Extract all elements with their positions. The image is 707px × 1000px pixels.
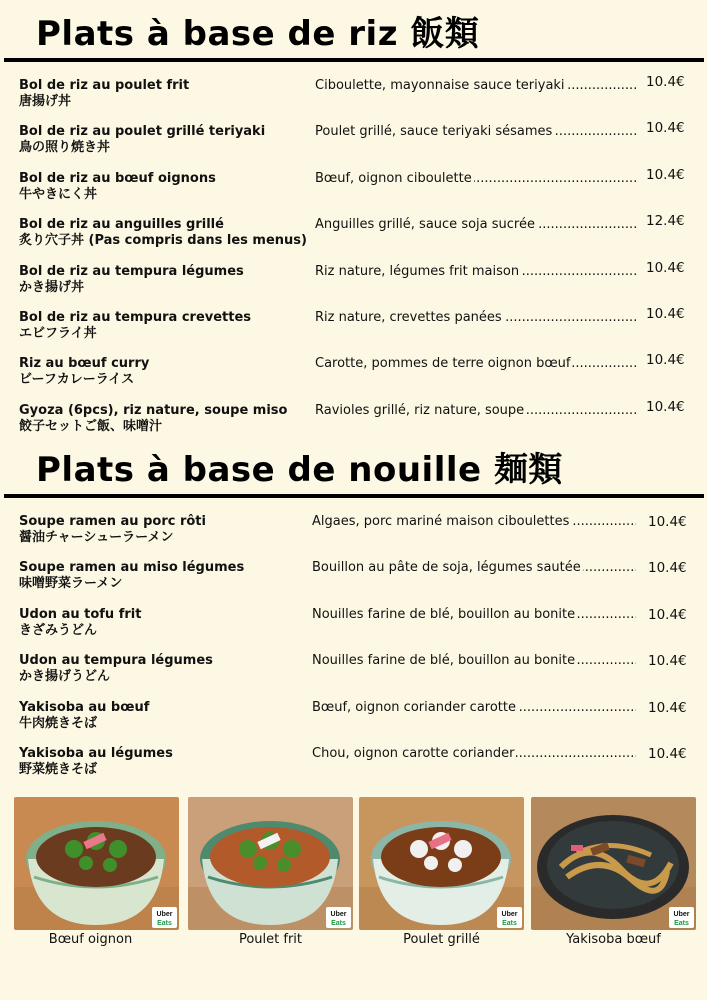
dish-name: [19, 78, 319, 110]
badge-text-uber: Uber: [156, 911, 173, 918]
dish-price: 10.4€: [646, 74, 685, 90]
dish-photo: [14, 797, 179, 930]
dish-description-text: Bouillon au pâte de soja, légumes sautée: [312, 560, 581, 576]
dish-name: [19, 403, 319, 435]
dish-name-fr: Bol de riz au bœuf oignons: [19, 170, 216, 186]
dish-name: [19, 356, 319, 388]
noodle-section-title: Plats à base de nouille 麺類: [36, 450, 563, 490]
dish-name: [19, 700, 319, 732]
dish-name: [19, 514, 319, 546]
dish-description-text: Chou, oignon carotte coriander: [312, 746, 515, 761]
dish-price: 10.4€: [646, 306, 685, 322]
dish-description-text: Algaes, porc mariné maison ciboulettes: [312, 514, 570, 529]
dish-description: [312, 560, 636, 576]
menu-item: [0, 306, 707, 356]
dish-name-fr: Bol de riz au poulet frit: [19, 78, 190, 93]
dish-name-jp: 醤油チャーシューラーメン: [19, 530, 174, 545]
dish-description-text: Anguilles grillé, sauce soja sucrée: [315, 217, 535, 233]
dish-name: [19, 124, 319, 156]
dish-price: 12.4€: [646, 213, 685, 230]
menu-item: [0, 352, 707, 402]
dish-name-jp: 炙り穴子丼 (Pas compris dans les menus): [19, 233, 307, 249]
dish-description-text: Bœuf, oignon ciboulette: [315, 170, 472, 186]
dish-price: 10.4€: [648, 653, 687, 670]
dish-photo-illustration: [188, 797, 353, 930]
dish-price: 10.4€: [646, 259, 685, 276]
dish-description: [312, 653, 636, 669]
photo-caption: Bœuf oignon: [48, 932, 133, 947]
dish-name-jp: 味噌野菜ラーメン: [19, 576, 123, 592]
dish-name-fr: Udon au tempura légumes: [19, 653, 213, 669]
dish-name-jp: 餃子セットご飯、味噌汁: [19, 418, 163, 434]
dish-description-text: Poulet grillé, sauce teriyaki sésames: [315, 124, 553, 140]
dish-photo: [359, 797, 524, 930]
menu-item: [0, 653, 707, 699]
uber-eats-badge: [152, 907, 177, 928]
dish-name-jp: かき揚げうどん: [19, 669, 111, 685]
dish-name-fr: Bol de riz au anguilles grillé: [19, 217, 224, 233]
dish-description: [315, 356, 638, 372]
dish-description: [312, 746, 636, 762]
dish-name: [19, 310, 319, 342]
menu-item: [0, 560, 707, 606]
dish-name: [19, 746, 319, 778]
dish-name: [19, 264, 319, 296]
dish-name-jp: かき揚げ丼: [19, 279, 85, 295]
menu-item: [0, 213, 707, 263]
dish-price: 10.4€: [646, 166, 685, 183]
dish-name: [19, 560, 319, 592]
menu-item: [0, 398, 707, 449]
dish-description-text: Carotte, pommes de terre oignon bœuf: [315, 356, 571, 372]
dish-description: [312, 514, 636, 530]
badge-text-eats: Eats: [674, 920, 689, 927]
dish-name-jp: 野菜焼きそば: [19, 762, 98, 777]
dish-price: 10.4€: [646, 120, 685, 137]
dish-description: [315, 264, 638, 280]
dish-description-text: Riz nature, légumes frit maison: [315, 263, 520, 279]
uber-eats-badge: [497, 907, 522, 928]
dish-name: [19, 607, 319, 639]
dish-price: 10.4€: [648, 560, 687, 577]
dish-name-fr: Bol de riz au tempura légumes: [19, 263, 244, 279]
photo-caption: Poulet frit: [238, 932, 303, 947]
badge-text-uber: Uber: [501, 911, 518, 918]
menu-item: [0, 514, 707, 560]
dish-name-fr: Udon au tofu frit: [19, 606, 142, 622]
menu-item: [0, 607, 707, 653]
dish-name-fr: Soupe ramen au miso légumes: [19, 560, 245, 576]
dish-photo-illustration: [359, 797, 524, 930]
dish-description-text: Ciboulette, mayonnaise sauce teriyaki: [315, 78, 565, 93]
menu-item: [0, 746, 707, 792]
menu-item: [0, 259, 707, 310]
noodle-section-rule: [4, 494, 704, 498]
dish-name-fr: Gyoza (6pcs), riz nature, soupe miso: [19, 402, 288, 418]
photo-caption: Yakisoba bœuf: [566, 932, 661, 947]
dish-description: [312, 700, 636, 716]
dish-name: [19, 171, 319, 203]
menu-item: [0, 74, 707, 124]
dish-description: [315, 217, 638, 233]
menu-item: [0, 700, 707, 746]
dish-price: 10.4€: [648, 606, 687, 623]
dish-name-fr: Bol de riz au tempura crevettes: [19, 310, 252, 325]
dish-name: [19, 217, 319, 249]
dish-description: [315, 403, 638, 419]
badge-text-eats: Eats: [331, 920, 346, 927]
uber-eats-badge: [326, 907, 351, 928]
dish-description: [315, 310, 638, 326]
badge-text-uber: Uber: [673, 911, 690, 918]
dish-description-text: Ravioles grillé, riz nature, soupe: [315, 402, 525, 418]
dish-name-jp: 唐揚げ丼: [19, 94, 72, 109]
dish-photo: [531, 797, 696, 930]
menu-item: [0, 120, 707, 170]
badge-text-eats: Eats: [502, 920, 517, 927]
dish-price: 10.4€: [648, 746, 687, 762]
dish-name-fr: Soupe ramen au porc rôti: [19, 514, 206, 529]
dish-photo: [188, 797, 353, 930]
dish-name-fr: Riz au bœuf curry: [19, 356, 150, 372]
dish-name-jp: 牛やきにく丼: [19, 186, 98, 202]
dish-price: 10.4€: [648, 514, 687, 530]
dish-name-fr: Yakisoba au légumes: [19, 746, 173, 761]
dish-name-jp: 牛肉焼きそば: [19, 715, 98, 731]
dish-photo-illustration: [14, 797, 179, 930]
dish-description-text: Bœuf, oignon coriander carotte: [312, 699, 516, 715]
dish-price: 10.4€: [648, 699, 687, 716]
dish-description: [315, 171, 638, 187]
dish-description-text: Nouilles farine de blé, bouillon au bonite: [312, 653, 576, 669]
uber-eats-badge: [669, 907, 694, 928]
rice-section-rule: [4, 58, 704, 62]
dish-name-fr: Yakisoba au bœuf: [19, 699, 150, 715]
dish-price: 10.4€: [646, 398, 685, 415]
dish-name-jp: ビーフカレーライス: [19, 372, 135, 388]
dish-description: [315, 124, 638, 140]
dish-name-jp: きざみうどん: [19, 622, 98, 638]
rice-section-title: Plats à base de riz 飯類: [36, 14, 480, 54]
dish-price: 10.4€: [646, 352, 685, 369]
menu-item: [0, 166, 707, 217]
dish-description: [315, 78, 638, 94]
photo-caption: Poulet grillé: [403, 932, 480, 947]
dish-description-text: Riz nature, crevettes panées: [315, 310, 502, 325]
dish-name-fr: Bol de riz au poulet grillé teriyaki: [19, 124, 266, 140]
badge-text-uber: Uber: [330, 911, 347, 918]
dish-description-text: Nouilles farine de blé, bouillon au bonite: [312, 606, 576, 622]
badge-text-eats: Eats: [157, 920, 172, 927]
dish-name: [19, 653, 319, 685]
dish-description: [312, 607, 636, 623]
dish-name-jp: エビフライ丼: [19, 326, 97, 341]
dish-photo-illustration: [531, 797, 696, 930]
dish-name-jp: 鳥の照り焼き丼: [19, 140, 111, 156]
